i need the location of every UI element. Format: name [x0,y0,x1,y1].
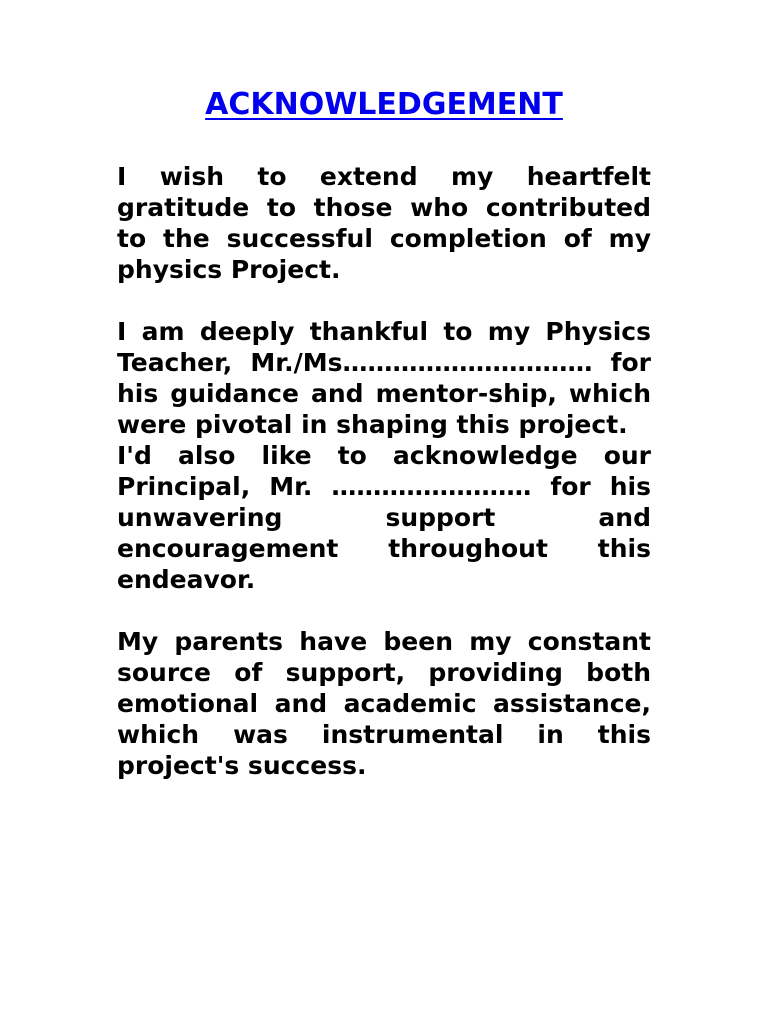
paragraph-spacer [117,285,651,316]
document-body [117,161,651,781]
paragraph-spacer [117,595,651,626]
page-title: ACKNOWLEDGEMENT [205,87,563,122]
paragraph-principal: I'd also like to acknowledge our Principal, Mr. …………………… for his unwavering support and encouragement throughout this endeavor. [117,441,651,594]
paragraph-gratitude: I wish to extend my heartfelt gratitude to those who contributed to the successful completion of my physics Project. [117,162,651,284]
paragraph-parents: My parents have been my constant source of support, providing both emotional and academic assistance, which was instrumental in this project's success. [117,627,651,780]
paragraph-teacher: I am deeply thankful to my Physics Teacher, Mr./Ms………………………… for his guidance and mentor-ship, which were pivotal in shaping this project. [117,317,651,439]
